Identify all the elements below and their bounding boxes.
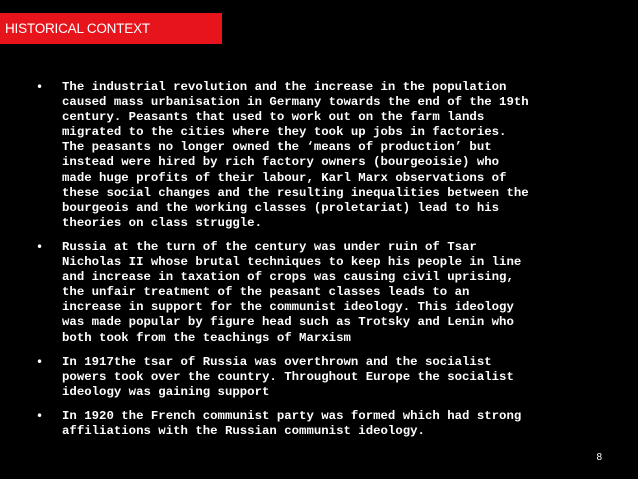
bullet-line: Russia at the turn of the century was under ruin of Tsar [62, 239, 477, 254]
bullet-item-russia-tsar [36, 240, 604, 346]
bullet-item-1917 [36, 355, 604, 400]
bullet-line: instead were hired by rich factory owners (bourgeoisie) who [62, 155, 500, 170]
bullet-dot-icon: • [36, 239, 44, 254]
bullet-item-1920 [36, 409, 604, 439]
bullet-line: was made popular by figure head such as Trotsky and Lenin who [62, 315, 514, 330]
bullet-line: these social changes and the resulting inequalities between the [62, 185, 529, 200]
bullet-line: the unfair treatment of the peasant classes leads to an [62, 285, 470, 300]
bullet-line: The peasants no longer owned the ‘means of production’ but [62, 140, 492, 155]
bullet-dot-icon: • [36, 354, 44, 369]
bullet-line: affiliations with the Russian communist ideology. [62, 423, 425, 438]
bullet-line: caused mass urbanisation in Germany towards the end of the 19th [62, 95, 529, 110]
page-number: 8 [596, 452, 602, 463]
bullet-line: In 1920 the French communist party was formed which had strong [62, 408, 522, 423]
bullet-line: ideology was gaining support [62, 384, 270, 399]
bullet-line: powers took over the country. Throughout Europe the socialist [62, 369, 514, 384]
bullet-dot-icon: • [36, 80, 44, 94]
bullet-line: and increase in taxation of crops was causing civil uprising, [62, 270, 514, 285]
bullet-line: both took from the teachings of Marxism [62, 330, 351, 345]
bullet-line: migrated to the cities where they took up jobs in factories. [62, 125, 507, 140]
bullet-line: made huge profits of their labour, Karl Marx observations of [62, 170, 507, 185]
bullet-list [36, 80, 604, 439]
bullet-line: theories on class struggle. [62, 215, 263, 230]
section-tag: HISTORICAL CONTEXT [0, 13, 222, 44]
bullet-line: bourgeois and the working classes (proletariat) lead to his [62, 200, 500, 215]
bullet-line: In 1917the tsar of Russia was overthrown and the socialist [62, 354, 492, 369]
bullet-line: The industrial revolution and the increase in the population [62, 80, 507, 94]
bullet-line: Nicholas II whose brutal techniques to keep his people in line [62, 255, 522, 270]
bullet-line: century. Peasants that used to work out on the farm lands [62, 110, 485, 125]
bullet-dot-icon: • [36, 408, 44, 423]
bullet-line: increase in support for the communist ideology. This ideology [62, 300, 514, 315]
bullet-item-industrial-revolution [36, 80, 604, 231]
